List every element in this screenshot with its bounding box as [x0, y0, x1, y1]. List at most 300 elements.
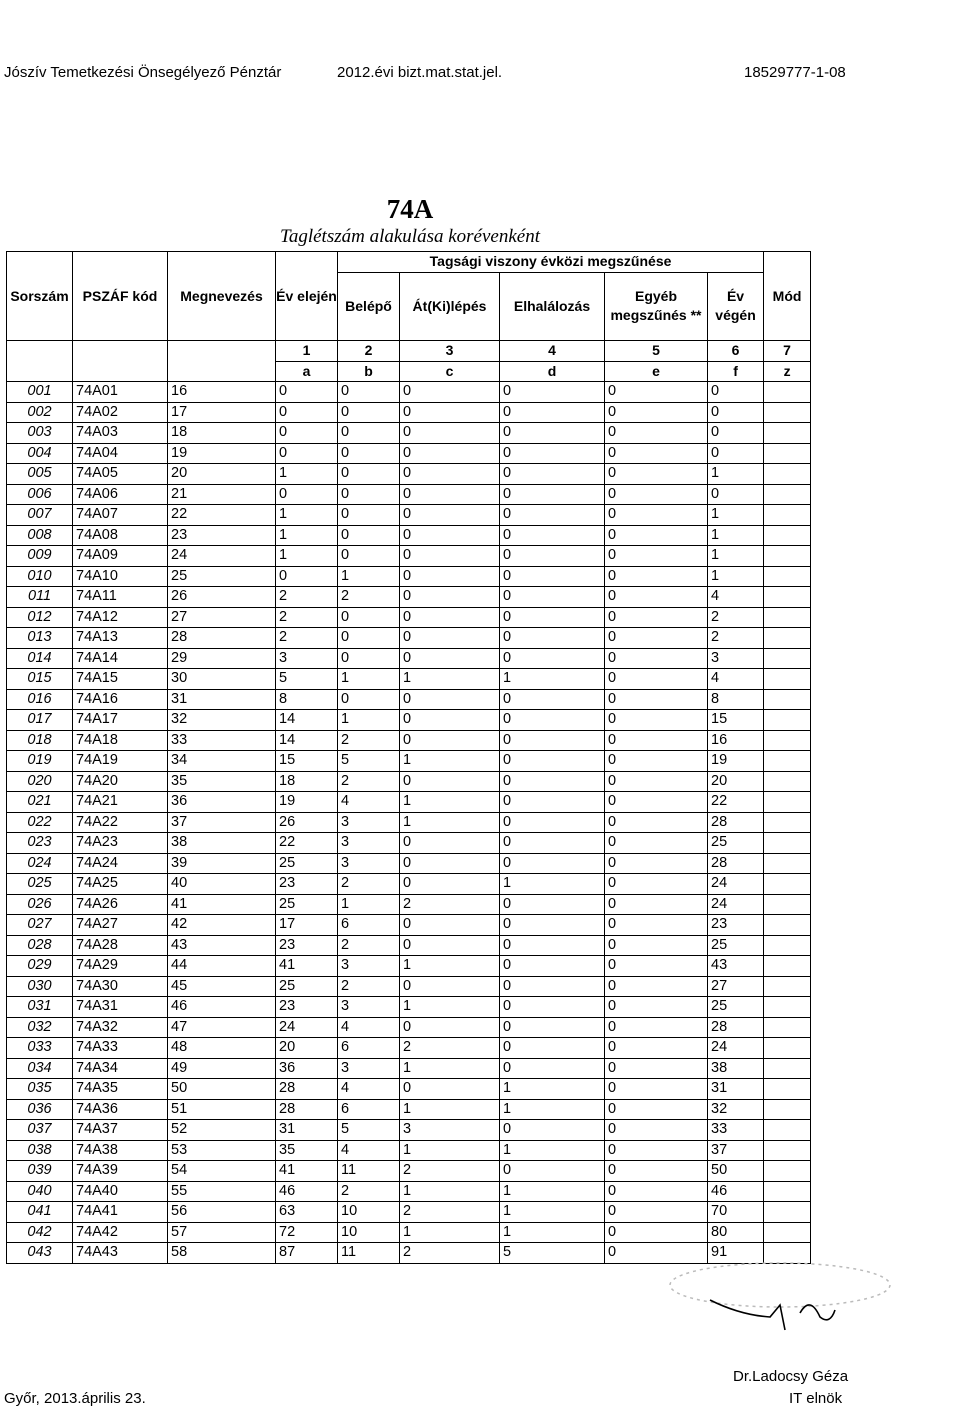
cell-value: 0 — [276, 423, 338, 444]
cell-value: 33 — [708, 1120, 764, 1141]
cell-value: 0 — [400, 689, 500, 710]
cell-value: 24 — [708, 874, 764, 895]
mod-cell — [764, 1017, 811, 1038]
cell-value: 0 — [605, 1140, 708, 1161]
cell-value: 0 — [500, 812, 605, 833]
age-value: 53 — [168, 1140, 276, 1161]
pszaf-code: 74A30 — [73, 976, 168, 997]
cell-value: 2 — [400, 1161, 500, 1182]
pszaf-code: 74A16 — [73, 689, 168, 710]
table-row — [7, 1161, 811, 1182]
cell-value: 0 — [605, 935, 708, 956]
cell-value: 1 — [338, 894, 400, 915]
col-letter: e — [605, 361, 708, 382]
cell-value: 2 — [400, 1038, 500, 1059]
mod-cell — [764, 997, 811, 1018]
cell-value: 0 — [400, 484, 500, 505]
pszaf-code: 74A23 — [73, 833, 168, 854]
cell-value: 2 — [338, 935, 400, 956]
cell-value: 20 — [708, 771, 764, 792]
cell-value: 15 — [708, 710, 764, 731]
table-row — [7, 812, 811, 833]
row-index: 040 — [7, 1181, 73, 1202]
cell-value: 1 — [400, 751, 500, 772]
cell-value: 1 — [276, 464, 338, 485]
cell-value: 0 — [500, 771, 605, 792]
mod-cell — [764, 607, 811, 628]
col-header-ev-elejen: Év elején — [276, 252, 338, 341]
mod-cell — [764, 382, 811, 403]
cell-value: 2 — [338, 730, 400, 751]
cell-value: 22 — [276, 833, 338, 854]
cell-value: 2 — [400, 1243, 500, 1264]
mod-cell — [764, 1038, 811, 1059]
pszaf-code: 74A42 — [73, 1222, 168, 1243]
age-value: 51 — [168, 1099, 276, 1120]
cell-value: 0 — [400, 566, 500, 587]
cell-value: 1 — [276, 525, 338, 546]
cell-value: 0 — [605, 1038, 708, 1059]
cell-value: 0 — [276, 382, 338, 403]
mod-cell — [764, 710, 811, 731]
row-index: 011 — [7, 587, 73, 608]
cell-value: 18 — [276, 771, 338, 792]
cell-value: 3 — [338, 833, 400, 854]
row-index: 033 — [7, 1038, 73, 1059]
age-value: 20 — [168, 464, 276, 485]
pszaf-code: 74A29 — [73, 956, 168, 977]
cell-value: 0 — [605, 689, 708, 710]
row-index: 022 — [7, 812, 73, 833]
age-value: 42 — [168, 915, 276, 936]
pszaf-code: 74A12 — [73, 607, 168, 628]
tax-code: 18529777-1-08 — [744, 64, 846, 81]
cell-value: 10 — [338, 1222, 400, 1243]
pszaf-code: 74A25 — [73, 874, 168, 895]
cell-value: 0 — [605, 730, 708, 751]
pszaf-code: 74A32 — [73, 1017, 168, 1038]
cell-value: 0 — [500, 935, 605, 956]
cell-value: 1 — [400, 1222, 500, 1243]
row-index: 004 — [7, 443, 73, 464]
cell-value: 0 — [605, 484, 708, 505]
row-index: 006 — [7, 484, 73, 505]
pszaf-code: 74A11 — [73, 587, 168, 608]
col-letter: z — [764, 361, 811, 382]
cell-value: 2 — [708, 607, 764, 628]
col-letter: d — [500, 361, 605, 382]
cell-value: 1 — [276, 546, 338, 567]
age-value: 22 — [168, 505, 276, 526]
age-value: 54 — [168, 1161, 276, 1182]
cell-value: 0 — [400, 423, 500, 444]
pszaf-code: 74A21 — [73, 792, 168, 813]
table-row — [7, 484, 811, 505]
cell-value: 31 — [276, 1120, 338, 1141]
cell-value: 1 — [400, 1140, 500, 1161]
table-row — [7, 443, 811, 464]
table-row — [7, 423, 811, 444]
pszaf-code: 74A27 — [73, 915, 168, 936]
cell-value: 0 — [500, 505, 605, 526]
row-index: 042 — [7, 1222, 73, 1243]
row-index: 014 — [7, 648, 73, 669]
signatory-name: Dr.Ladocsy Géza — [733, 1368, 849, 1385]
age-value: 41 — [168, 894, 276, 915]
table-row — [7, 894, 811, 915]
cell-value: 0 — [400, 935, 500, 956]
row-index: 039 — [7, 1161, 73, 1182]
cell-value: 87 — [276, 1243, 338, 1264]
cell-value: 0 — [500, 628, 605, 649]
row-index: 029 — [7, 956, 73, 977]
cell-value: 1 — [708, 464, 764, 485]
cell-value: 4 — [708, 669, 764, 690]
cell-value: 0 — [605, 997, 708, 1018]
cell-value: 25 — [708, 997, 764, 1018]
cell-value: 2 — [400, 894, 500, 915]
age-value: 19 — [168, 443, 276, 464]
cell-value: 6 — [338, 1099, 400, 1120]
cell-value: 0 — [708, 382, 764, 403]
cell-value: 20 — [276, 1038, 338, 1059]
cell-value: 0 — [708, 402, 764, 423]
cell-value: 28 — [708, 812, 764, 833]
page-title: 74A — [386, 194, 434, 224]
mod-cell — [764, 443, 811, 464]
age-value: 58 — [168, 1243, 276, 1264]
cell-value: 24 — [708, 1038, 764, 1059]
membership-table — [6, 251, 811, 1264]
cell-value: 0 — [500, 894, 605, 915]
cell-value: 25 — [708, 833, 764, 854]
row-index: 028 — [7, 935, 73, 956]
col-header-elhalalozas: Elhalálozás — [500, 272, 605, 340]
mod-cell — [764, 1120, 811, 1141]
cell-value: 23 — [276, 874, 338, 895]
table-row — [7, 1079, 811, 1100]
cell-value: 2 — [400, 1202, 500, 1223]
row-index: 030 — [7, 976, 73, 997]
col-number: 3 — [400, 341, 500, 362]
cell-value: 0 — [605, 1079, 708, 1100]
cell-value: 0 — [500, 607, 605, 628]
pszaf-code: 74A38 — [73, 1140, 168, 1161]
pszaf-code: 74A28 — [73, 935, 168, 956]
cell-value: 27 — [708, 976, 764, 997]
cell-value: 0 — [276, 402, 338, 423]
cell-value: 0 — [400, 874, 500, 895]
cell-value: 0 — [605, 1202, 708, 1223]
cell-value: 46 — [708, 1181, 764, 1202]
cell-value: 0 — [500, 1038, 605, 1059]
mod-cell — [764, 1099, 811, 1120]
row-index: 043 — [7, 1243, 73, 1264]
cell-value: 1 — [500, 1202, 605, 1223]
cell-value: 0 — [500, 525, 605, 546]
cell-value: 0 — [400, 525, 500, 546]
cell-value: 3 — [338, 956, 400, 977]
cell-value: 0 — [500, 956, 605, 977]
cell-value: 14 — [276, 710, 338, 731]
cell-value: 1 — [400, 669, 500, 690]
mod-cell — [764, 525, 811, 546]
cell-value: 0 — [500, 443, 605, 464]
cell-value: 91 — [708, 1243, 764, 1264]
row-index: 034 — [7, 1058, 73, 1079]
col-header-sorszam: Sorszám — [7, 252, 73, 341]
age-value: 39 — [168, 853, 276, 874]
cell-value: 2 — [338, 874, 400, 895]
cell-value: 0 — [500, 423, 605, 444]
cell-value: 0 — [605, 628, 708, 649]
cell-value: 3 — [338, 812, 400, 833]
table-row — [7, 607, 811, 628]
cell-value: 0 — [605, 771, 708, 792]
table-row — [7, 833, 811, 854]
cell-value: 0 — [338, 484, 400, 505]
cell-value: 0 — [400, 587, 500, 608]
cell-value: 1 — [400, 1181, 500, 1202]
table-row — [7, 751, 811, 772]
pszaf-code: 74A06 — [73, 484, 168, 505]
pszaf-code: 74A19 — [73, 751, 168, 772]
cell-value: 0 — [500, 1058, 605, 1079]
pszaf-code: 74A36 — [73, 1099, 168, 1120]
age-value: 30 — [168, 669, 276, 690]
col-letter: c — [400, 361, 500, 382]
cell-value: 1 — [708, 525, 764, 546]
pszaf-code: 74A31 — [73, 997, 168, 1018]
cell-value: 3 — [400, 1120, 500, 1141]
row-index: 031 — [7, 997, 73, 1018]
table-row — [7, 771, 811, 792]
cell-value: 0 — [400, 730, 500, 751]
cell-value: 6 — [338, 915, 400, 936]
cell-value: 0 — [400, 382, 500, 403]
cell-value: 0 — [605, 1017, 708, 1038]
row-index: 021 — [7, 792, 73, 813]
col-header-pszaf: PSZÁF kód — [73, 252, 168, 341]
cell-value: 0 — [400, 853, 500, 874]
cell-value: 0 — [500, 915, 605, 936]
pszaf-code: 74A07 — [73, 505, 168, 526]
cell-value: 5 — [338, 1120, 400, 1141]
cell-value: 0 — [500, 833, 605, 854]
cell-value: 3 — [708, 648, 764, 669]
cell-value: 0 — [400, 648, 500, 669]
age-value: 29 — [168, 648, 276, 669]
mod-cell — [764, 628, 811, 649]
pszaf-code: 74A33 — [73, 1038, 168, 1059]
mod-cell — [764, 976, 811, 997]
cell-value: 2 — [338, 771, 400, 792]
pszaf-code: 74A10 — [73, 566, 168, 587]
org-name: Jószív Temetkezési Önsegélyező Pénztár — [4, 64, 282, 81]
age-value: 48 — [168, 1038, 276, 1059]
cell-value: 0 — [400, 628, 500, 649]
mod-cell — [764, 1202, 811, 1223]
cell-value: 3 — [338, 853, 400, 874]
row-index: 019 — [7, 751, 73, 772]
cell-value: 0 — [500, 566, 605, 587]
cell-value: 1 — [400, 997, 500, 1018]
cell-value: 1 — [276, 505, 338, 526]
cell-value: 41 — [276, 1161, 338, 1182]
cell-value: 5 — [338, 751, 400, 772]
cell-value: 0 — [605, 1058, 708, 1079]
row-index: 038 — [7, 1140, 73, 1161]
mod-cell — [764, 669, 811, 690]
cell-value: 0 — [500, 710, 605, 731]
col-number: 4 — [500, 341, 605, 362]
cell-value: 1 — [500, 669, 605, 690]
row-index: 017 — [7, 710, 73, 731]
cell-value: 1 — [500, 1140, 605, 1161]
cell-value: 28 — [276, 1079, 338, 1100]
cell-value: 28 — [708, 1017, 764, 1038]
table-row — [7, 730, 811, 751]
table-row — [7, 1099, 811, 1120]
table-row — [7, 628, 811, 649]
cell-value: 0 — [605, 402, 708, 423]
cell-value: 2 — [276, 587, 338, 608]
mod-cell — [764, 894, 811, 915]
cell-value: 1 — [500, 1099, 605, 1120]
cell-value: 1 — [500, 1222, 605, 1243]
cell-value: 1 — [400, 956, 500, 977]
cell-value: 11 — [338, 1243, 400, 1264]
row-index: 027 — [7, 915, 73, 936]
pszaf-code: 74A43 — [73, 1243, 168, 1264]
cell-value: 0 — [500, 976, 605, 997]
pszaf-code: 74A02 — [73, 402, 168, 423]
table-row — [7, 689, 811, 710]
cell-value: 0 — [500, 1120, 605, 1141]
age-value: 36 — [168, 792, 276, 813]
table-row — [7, 1181, 811, 1202]
table-row — [7, 915, 811, 936]
age-value: 57 — [168, 1222, 276, 1243]
age-value: 40 — [168, 874, 276, 895]
row-index: 035 — [7, 1079, 73, 1100]
pszaf-code: 74A41 — [73, 1202, 168, 1223]
cell-value: 24 — [708, 894, 764, 915]
col-number: 1 — [276, 341, 338, 362]
cell-value: 4 — [338, 1140, 400, 1161]
cell-value: 0 — [605, 1222, 708, 1243]
row-index: 001 — [7, 382, 73, 403]
cell-value: 11 — [338, 1161, 400, 1182]
mod-cell — [764, 689, 811, 710]
mod-cell — [764, 546, 811, 567]
cell-value: 0 — [500, 751, 605, 772]
cell-value: 16 — [708, 730, 764, 751]
cell-value: 0 — [605, 751, 708, 772]
cell-value: 4 — [338, 792, 400, 813]
age-value: 31 — [168, 689, 276, 710]
pszaf-code: 74A17 — [73, 710, 168, 731]
table-row — [7, 956, 811, 977]
age-value: 28 — [168, 628, 276, 649]
cell-value: 0 — [500, 648, 605, 669]
age-value: 18 — [168, 423, 276, 444]
cell-value: 0 — [708, 443, 764, 464]
cell-value: 0 — [500, 689, 605, 710]
cell-value: 24 — [276, 1017, 338, 1038]
cell-value: 0 — [400, 443, 500, 464]
cell-value: 3 — [276, 648, 338, 669]
cell-value: 19 — [276, 792, 338, 813]
cell-value: 0 — [708, 484, 764, 505]
cell-value: 41 — [276, 956, 338, 977]
age-value: 23 — [168, 525, 276, 546]
cell-value: 0 — [500, 546, 605, 567]
mod-cell — [764, 505, 811, 526]
mod-cell — [764, 833, 811, 854]
cell-value: 0 — [605, 1120, 708, 1141]
cell-value: 22 — [708, 792, 764, 813]
row-index: 012 — [7, 607, 73, 628]
cell-value: 3 — [338, 1058, 400, 1079]
row-index: 041 — [7, 1202, 73, 1223]
col-header-egyeb: Egyéb megszűnés ** — [605, 272, 708, 340]
cell-value: 1 — [338, 669, 400, 690]
cell-value: 0 — [338, 525, 400, 546]
cell-value: 32 — [708, 1099, 764, 1120]
row-index: 007 — [7, 505, 73, 526]
cell-value: 0 — [500, 402, 605, 423]
table-row — [7, 566, 811, 587]
row-index: 013 — [7, 628, 73, 649]
cell-value: 2 — [708, 628, 764, 649]
cell-value: 0 — [338, 607, 400, 628]
table-row — [7, 1038, 811, 1059]
age-value: 46 — [168, 997, 276, 1018]
age-value: 55 — [168, 1181, 276, 1202]
age-value: 27 — [168, 607, 276, 628]
row-index: 016 — [7, 689, 73, 710]
table-row — [7, 997, 811, 1018]
cell-value: 0 — [605, 464, 708, 485]
cell-value: 0 — [605, 792, 708, 813]
cell-value: 1 — [338, 710, 400, 731]
cell-value: 0 — [605, 1243, 708, 1264]
cell-value: 5 — [276, 669, 338, 690]
cell-value: 0 — [338, 546, 400, 567]
mod-cell — [764, 1161, 811, 1182]
table-row — [7, 1140, 811, 1161]
table-row — [7, 935, 811, 956]
cell-value: 0 — [400, 505, 500, 526]
cell-value: 23 — [276, 997, 338, 1018]
row-index: 003 — [7, 423, 73, 444]
age-value: 45 — [168, 976, 276, 997]
cell-value: 2 — [276, 628, 338, 649]
col-number: 6 — [708, 341, 764, 362]
cell-value: 0 — [400, 710, 500, 731]
row-index: 024 — [7, 853, 73, 874]
col-letter: f — [708, 361, 764, 382]
table-row — [7, 402, 811, 423]
cell-value: 28 — [276, 1099, 338, 1120]
age-value: 21 — [168, 484, 276, 505]
cell-value: 43 — [708, 956, 764, 977]
cell-value: 0 — [500, 792, 605, 813]
cell-value: 0 — [400, 402, 500, 423]
cell-value: 0 — [605, 505, 708, 526]
row-index: 037 — [7, 1120, 73, 1141]
